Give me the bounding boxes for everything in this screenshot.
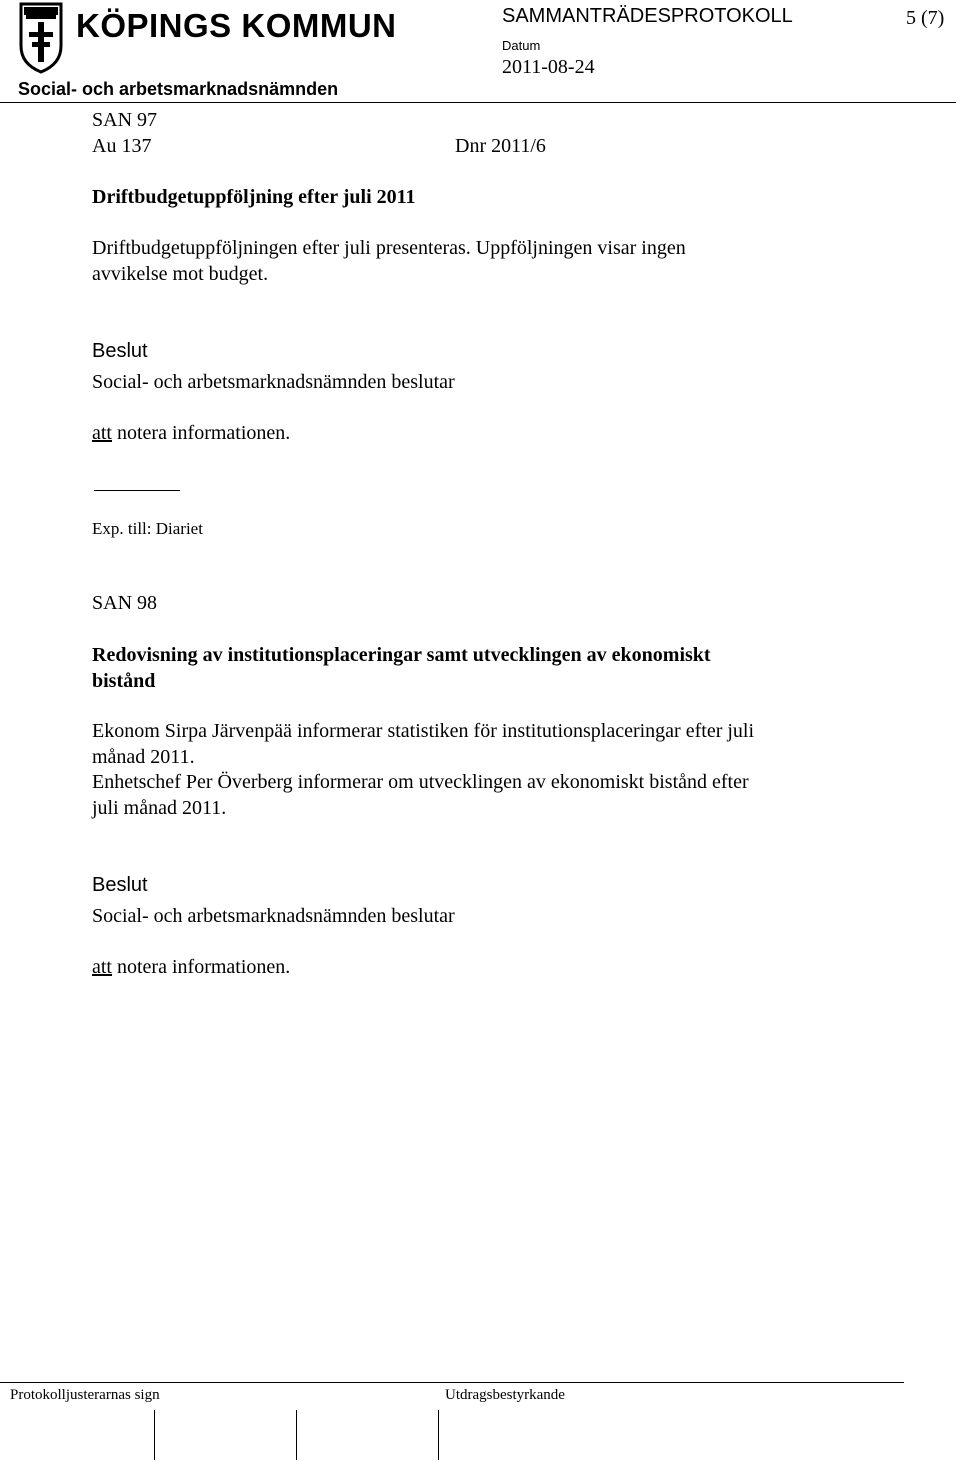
signature-label: Protokolljusterarnas sign <box>10 1387 160 1403</box>
header-divider <box>0 102 956 103</box>
decision-subject: Social- och arbetsmarknadsnämnden beslutar <box>92 905 455 927</box>
section-number: SAN 98 <box>92 592 158 614</box>
extract-certification-label: Utdragsbestyrkande <box>445 1387 565 1403</box>
section-number: SAN 97 <box>92 109 158 131</box>
decision-remainder: notera informationen. <box>112 956 291 978</box>
body-text: månad 2011. <box>92 746 195 768</box>
decision-heading: Beslut <box>92 874 148 896</box>
case-number: Dnr 2011/6 <box>455 135 546 157</box>
body-text: juli månad 2011. <box>92 797 227 819</box>
au-number: Au 137 <box>92 135 152 157</box>
decision-subject: Social- och arbetsmarknadsnämnden beslutar <box>92 371 455 393</box>
date-value: 2011-08-24 <box>502 56 595 78</box>
section-title: Redovisning av institutionsplaceringar samt utvecklingen av ekonomiskt <box>92 644 711 666</box>
att-keyword: att <box>92 422 112 444</box>
signature-box-divider <box>438 1410 439 1460</box>
decision-text <box>92 954 290 980</box>
body-text: Driftbudgetuppföljningen efter juli presenteras. Uppföljningen visar ingen <box>92 237 686 259</box>
separator-line <box>94 490 180 491</box>
body-text: avvikelse mot budget. <box>92 263 269 285</box>
municipality-coat-of-arms-logo <box>18 2 64 74</box>
body-text: Enhetschef Per Överberg informerar om utvecklingen av ekonomiskt bistånd efter <box>92 771 749 793</box>
document-type: SAMMANTRÄDESPROTOKOLL <box>502 5 793 27</box>
page-number: 5 (7) <box>906 7 945 29</box>
decision-heading: Beslut <box>92 340 148 362</box>
decision-remainder: notera informationen. <box>112 422 291 444</box>
section-title: bistånd <box>92 670 156 692</box>
body-text: Ekonom Sirpa Järvenpää informerar statistiken för institutionsplaceringar efter juli <box>92 720 755 742</box>
decision-text <box>92 420 290 446</box>
att-keyword: att <box>92 956 112 978</box>
organization-name: KÖPINGS KOMMUN <box>76 7 397 44</box>
date-label: Datum <box>502 38 541 53</box>
section-title: Driftbudgetuppföljning efter juli 2011 <box>92 186 416 208</box>
signature-box-divider <box>154 1410 155 1460</box>
signature-box-divider <box>296 1410 297 1460</box>
department-name: Social- och arbetsmarknadsnämnden <box>18 79 339 99</box>
footer-divider <box>0 1382 904 1383</box>
distribution-note: Exp. till: Diariet <box>92 519 203 538</box>
